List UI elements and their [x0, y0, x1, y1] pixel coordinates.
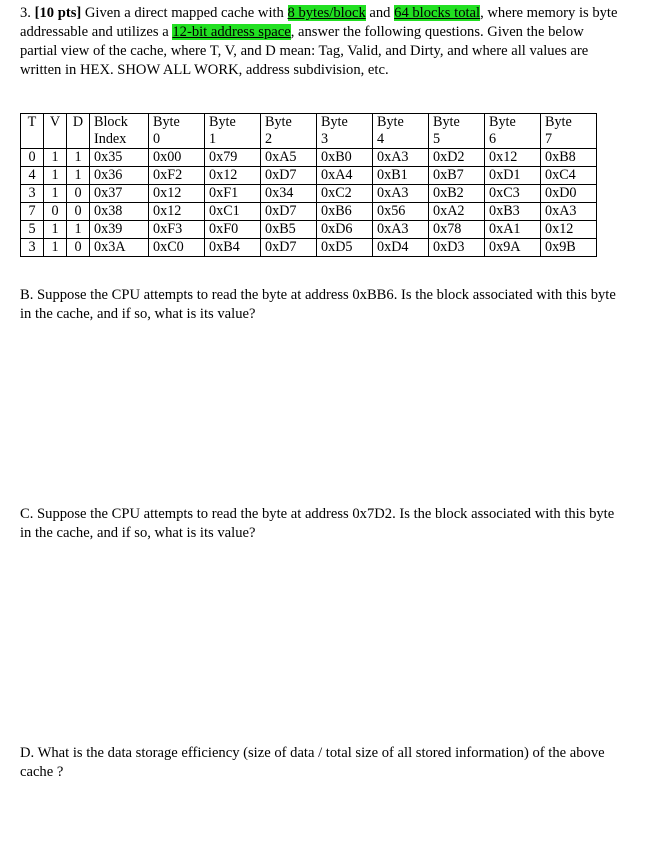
header-line: Byte	[265, 114, 292, 130]
table-cell: 0x37	[90, 185, 149, 203]
header-cell	[429, 114, 485, 149]
table-row	[21, 203, 597, 221]
table-cell: 0xD1	[485, 167, 541, 185]
table-cell: 1	[44, 221, 67, 239]
table-cell: 1	[44, 149, 67, 167]
problem-statement	[20, 4, 620, 80]
header-line: Index	[94, 131, 127, 147]
table-cell: 0xB0	[317, 149, 373, 167]
table-cell: 0xA2	[429, 203, 485, 221]
header-cell	[44, 114, 67, 149]
header-cell	[261, 114, 317, 149]
header-cell	[541, 114, 597, 149]
table-cell: 0xB7	[429, 167, 485, 185]
header-line: T	[27, 114, 37, 130]
table-cell: 4	[21, 167, 44, 185]
table-cell: 0xC0	[149, 239, 205, 257]
table-cell: 0xB3	[485, 203, 541, 221]
table-cell: 0xC1	[205, 203, 261, 221]
table-cell: 1	[44, 185, 67, 203]
table-cell: 1	[67, 149, 90, 167]
table-cell: 0x38	[90, 203, 149, 221]
header-line: Byte	[377, 114, 404, 130]
question-d: D. What is the data storage efficiency (size of data / total size of all stored information) of the above cache ?	[20, 745, 605, 780]
table-cell: 0xF0	[205, 221, 261, 239]
table-cell: 7	[21, 203, 44, 221]
table-row	[21, 149, 597, 167]
table-cell: 0xF2	[149, 167, 205, 185]
table-cell: 0x56	[373, 203, 429, 221]
table-cell: 1	[44, 167, 67, 185]
table-cell: 0xD5	[317, 239, 373, 257]
table-row	[21, 239, 597, 257]
table-row	[21, 221, 597, 239]
table-cell: 0x78	[429, 221, 485, 239]
header-cell	[317, 114, 373, 149]
highlight-block-count: 64 blocks total	[394, 5, 481, 21]
header-line: 5	[433, 131, 441, 147]
table-row	[21, 185, 597, 203]
table-cell: 0x36	[90, 167, 149, 185]
cache-table	[20, 113, 597, 257]
header-line: V	[49, 114, 61, 130]
header-cell	[21, 114, 44, 149]
table-cell: 1	[67, 167, 90, 185]
table-cell: 0xC4	[541, 167, 597, 185]
table-cell: 5	[21, 221, 44, 239]
header-cell	[90, 114, 149, 149]
table-cell: 0x12	[149, 203, 205, 221]
header-line: 6	[489, 131, 497, 147]
header-line: 0	[153, 131, 161, 147]
table-cell: 1	[44, 239, 67, 257]
table-cell: 0x9A	[485, 239, 541, 257]
table-cell: 0xD7	[261, 203, 317, 221]
header-line: 3	[321, 131, 329, 147]
header-line: Byte	[489, 114, 516, 130]
table-cell: 0xB2	[429, 185, 485, 203]
table-cell: 0xF3	[149, 221, 205, 239]
header-cell	[205, 114, 261, 149]
table-cell: 0x00	[149, 149, 205, 167]
table-cell: 0xD0	[541, 185, 597, 203]
table-cell: 0x12	[205, 167, 261, 185]
table-cell: 0xB6	[317, 203, 373, 221]
header-cell	[485, 114, 541, 149]
table-cell: 0x35	[90, 149, 149, 167]
table-cell: 0xA5	[261, 149, 317, 167]
table-cell: 0xA1	[485, 221, 541, 239]
problem-number: 3.	[20, 5, 31, 21]
question-b: B. Suppose the CPU attempts to read the byte at address 0xBB6. Is the block associated with this byte in the cache, and if so, what is its value?	[20, 287, 616, 322]
table-cell: 0	[67, 239, 90, 257]
header-line: 1	[209, 131, 217, 147]
table-cell: 0x34	[261, 185, 317, 203]
table-cell: 0	[21, 149, 44, 167]
table-cell: 0xA4	[317, 167, 373, 185]
table-cell: 0	[67, 203, 90, 221]
header-line: 7	[545, 131, 553, 147]
header-cell	[149, 114, 205, 149]
table-cell: 0x12	[149, 185, 205, 203]
header-line: Byte	[209, 114, 236, 130]
header-line: Byte	[321, 114, 348, 130]
table-cell: 0xD7	[261, 239, 317, 257]
table-cell: 0x79	[205, 149, 261, 167]
highlight-block-size: 8 bytes/block	[287, 5, 366, 21]
table-cell: 0x9B	[541, 239, 597, 257]
table-cell: 0xD7	[261, 167, 317, 185]
table-cell: 0xD2	[429, 149, 485, 167]
table-cell: 3	[21, 185, 44, 203]
header-cell	[67, 114, 90, 149]
table-cell: 0x12	[485, 149, 541, 167]
table-cell: 0xB4	[205, 239, 261, 257]
header-cell	[373, 114, 429, 149]
question-c: C. Suppose the CPU attempts to read the byte at address 0x7D2. Is the block associated with this byte in the cache, and if so, what is its value?	[20, 506, 615, 541]
table-row	[21, 167, 597, 185]
table-cell: 0x39	[90, 221, 149, 239]
header-line: Byte	[153, 114, 180, 130]
table-header-row	[21, 114, 597, 149]
header-line: Byte	[433, 114, 460, 130]
header-line: 2	[265, 131, 273, 147]
table-cell: 0	[67, 185, 90, 203]
intro-text-3: , where memory is byte addressable and utilizes a	[20, 5, 618, 40]
header-line: 4	[377, 131, 385, 147]
table-cell: 0	[44, 203, 67, 221]
intro-text-4: , answer the following questions. Given the below partial view of the cache, where T, V, and D mean: Tag, Valid, and Dirty, and where all values are written in HEX. SHOW ALL WORK, address subdivision, etc.	[20, 24, 589, 78]
highlight-address-space: 12-bit address space	[172, 24, 291, 40]
table-cell: 0x12	[541, 221, 597, 239]
table-cell: 0xA3	[373, 149, 429, 167]
table-cell: 0xA3	[373, 221, 429, 239]
header-line: D	[72, 114, 84, 130]
table-cell: 0xC2	[317, 185, 373, 203]
table-cell: 0x3A	[90, 239, 149, 257]
table-cell: 1	[67, 221, 90, 239]
table-cell: 0xD4	[373, 239, 429, 257]
intro-text-2: and	[369, 5, 391, 21]
table-cell: 0xF1	[205, 185, 261, 203]
header-line: Byte	[545, 114, 572, 130]
table-cell: 3	[21, 239, 44, 257]
header-line: Block	[94, 114, 128, 130]
table-cell: 0xC3	[485, 185, 541, 203]
intro-text-1: Given a direct mapped cache with	[84, 5, 284, 21]
table-cell: 0xD6	[317, 221, 373, 239]
table-cell: 0xB5	[261, 221, 317, 239]
table-cell: 0xA3	[373, 185, 429, 203]
table-cell: 0xD3	[429, 239, 485, 257]
table-cell: 0xB8	[541, 149, 597, 167]
table-cell: 0xB1	[373, 167, 429, 185]
table-cell: 0xA3	[541, 203, 597, 221]
problem-points: [10 pts]	[34, 5, 82, 21]
